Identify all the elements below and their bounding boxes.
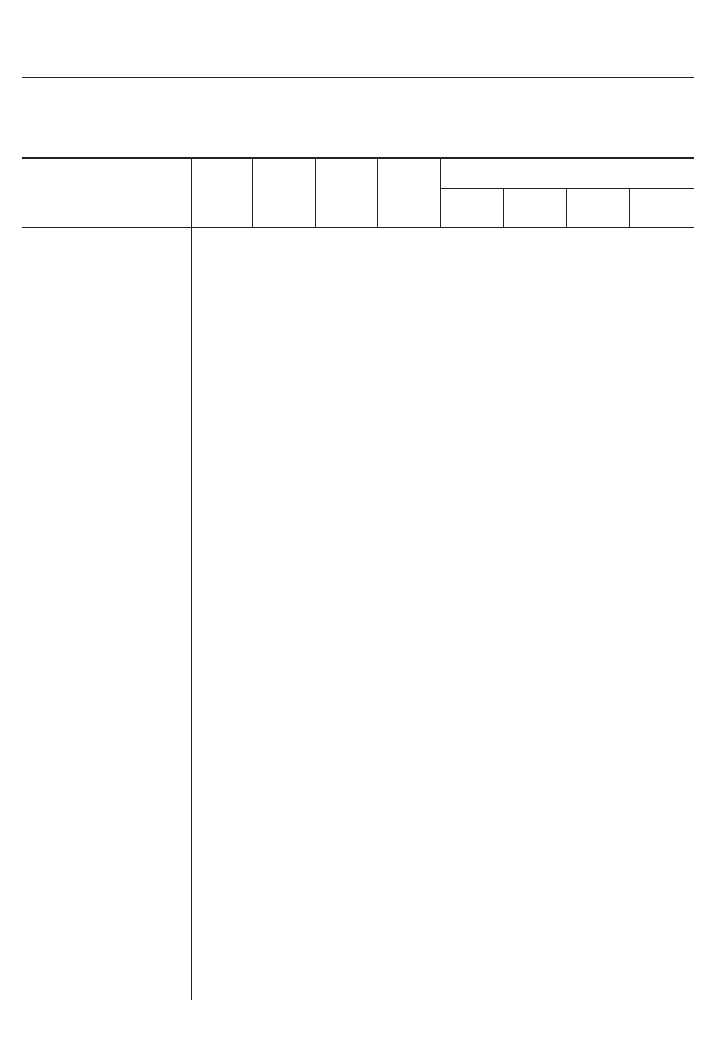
col-divider: [252, 158, 253, 227]
col-divider: [629, 189, 630, 227]
col-divider: [315, 158, 316, 227]
col-divider: [566, 189, 567, 227]
dailing-group-rule: [440, 188, 694, 189]
col-divider: [503, 189, 504, 227]
header-bottom-rule: [22, 227, 694, 228]
table-top-rule: [22, 157, 694, 159]
header-rule: [22, 77, 694, 78]
col-divider: [191, 158, 192, 1000]
col-divider: [377, 158, 378, 227]
col-divider: [440, 158, 441, 227]
